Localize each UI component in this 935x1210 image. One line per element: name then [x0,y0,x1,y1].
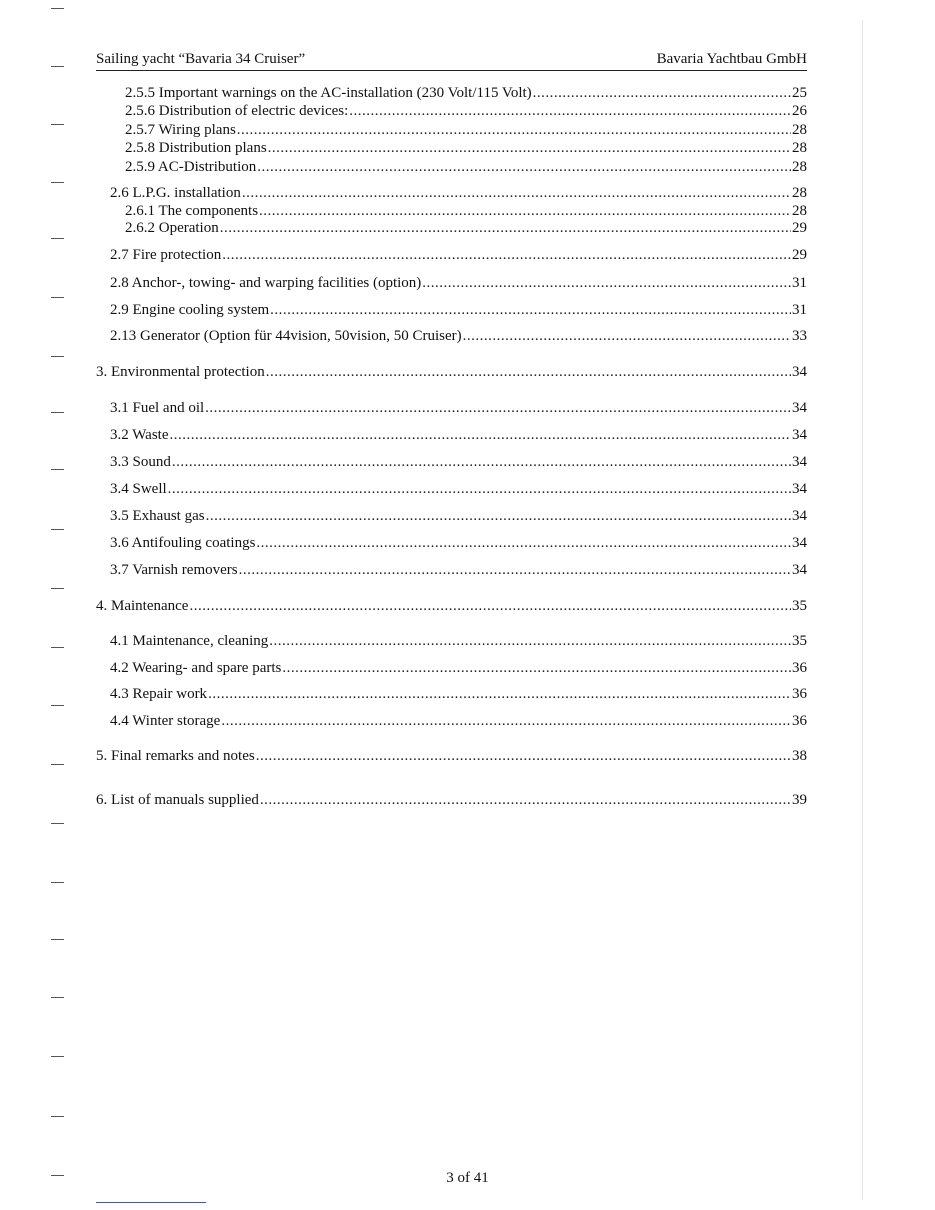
toc-entry-title: 4.4 Winter storage [110,713,221,729]
toc-entry-page: 25 [792,85,807,101]
toc-entry[interactable] [110,426,807,444]
toc-entry-page: 28 [792,159,807,175]
toc-entry[interactable] [96,597,807,615]
toc-entry-title: 3.2 Waste [110,427,169,443]
tick-mark [51,1116,64,1117]
toc-leader-dots [268,139,791,157]
toc-entry-title: 3.3 Sound [110,454,171,470]
toc-entry[interactable] [110,632,807,650]
tick-mark [51,1056,64,1057]
tick-mark [51,647,64,648]
toc-entry-title: 2.5.7 Wiring plans [125,122,236,138]
toc-entry-title: 4.2 Wearing- and spare parts [110,660,282,676]
toc-entry-title: 2.5.8 Distribution plans [125,140,267,156]
toc-entry-title: 2.6 L.P.G. installation [110,185,241,201]
toc-entry[interactable] [110,274,807,292]
toc-leader-dots [349,102,791,120]
toc-entry-page: 28 [792,140,807,156]
toc-entry-title: 3.7 Varnish removers [110,562,238,578]
toc-entry-page: 34 [792,400,807,416]
toc-leader-dots [266,363,791,381]
toc-leader-dots [282,659,791,677]
toc-entry-page: 34 [792,508,807,524]
toc-entry-page: 34 [792,562,807,578]
toc-entry-page: 34 [792,481,807,497]
tick-mark [51,238,64,239]
toc-entry[interactable] [125,84,807,102]
toc-entry[interactable] [96,791,807,809]
toc-leader-dots [221,712,791,730]
toc-entry-page: 36 [792,660,807,676]
toc-entry-title: 3. Environmental protection [96,364,265,380]
toc-leader-dots [189,597,791,615]
toc-entry-page: 34 [792,454,807,470]
toc-leader-dots [256,747,791,765]
toc-leader-dots [270,301,791,319]
toc-entry-title: 4.1 Maintenance, cleaning [110,633,269,649]
tick-mark [51,882,64,883]
toc-leader-dots [463,327,791,345]
toc-entry-page: 31 [792,302,807,318]
toc-entry-title: 2.5.6 Distribution of electric devices: [125,103,349,119]
toc-entry-page: 33 [792,328,807,344]
tick-mark [51,297,64,298]
tick-mark [51,588,64,589]
tick-mark [51,182,64,183]
toc-entry-title: 5. Final remarks and notes [96,748,255,764]
toc-entry-title: 2.6.1 The components [125,203,259,219]
toc-leader-dots [260,791,791,809]
toc-entry[interactable] [96,747,807,765]
toc-entry-title: 3.6 Antifouling coatings [110,535,256,551]
toc-entry-page: 35 [792,598,807,614]
toc-entry[interactable] [110,301,807,319]
toc-entry[interactable] [110,246,807,264]
toc-entry-title: 2.5.5 Important warnings on the AC-installation (230 Volt/115 Volt) [125,85,532,101]
toc-entry[interactable] [110,659,807,677]
toc-entry-page: 29 [792,247,807,263]
toc-entry[interactable] [125,121,807,139]
toc-leader-dots [259,202,791,220]
header-company-name: Bavaria Yachtbau GmbH [656,51,807,67]
tick-mark [51,823,64,824]
toc-entry[interactable] [110,184,807,202]
toc-entry-title: 2.6.2 Operation [125,220,219,236]
tick-mark [51,8,64,9]
tick-mark [51,469,64,470]
tick-mark [51,412,64,413]
toc-entry-title: 4. Maintenance [96,598,189,614]
toc-entry[interactable] [110,685,807,703]
toc-leader-dots [206,507,791,525]
toc-entry[interactable] [125,102,807,120]
tick-mark [51,124,64,125]
scan-edge-line [862,20,863,1200]
toc-entry-page: 36 [792,686,807,702]
toc-leader-dots [170,426,791,444]
toc-entry[interactable] [110,480,807,498]
toc-leader-dots [237,121,791,139]
footnote-separator [96,1202,206,1203]
toc-entry[interactable] [110,534,807,552]
tick-mark [51,356,64,357]
toc-leader-dots [422,274,791,292]
toc-entry[interactable] [110,453,807,471]
toc-entry-page: 28 [792,185,807,201]
toc-entry-page: 34 [792,364,807,380]
toc-leader-dots [269,632,791,650]
toc-entry[interactable] [125,202,807,220]
tick-mark [51,66,64,67]
toc-entry[interactable] [125,158,807,176]
toc-entry-page: 26 [792,103,807,119]
toc-entry-title: 3.5 Exhaust gas [110,508,205,524]
toc-entry-title: 2.8 Anchor-, towing- and warping facilities (option) [110,275,422,291]
toc-leader-dots [220,219,791,237]
toc-entry[interactable] [110,507,807,525]
toc-entry-title: 3.4 Swell [110,481,167,497]
toc-leader-dots [257,158,791,176]
toc-entry-page: 28 [792,122,807,138]
toc-entry-page: 28 [792,203,807,219]
toc-leader-dots [222,246,791,264]
header-document-title: Sailing yacht “Bavaria 34 Cruiser” [96,51,306,67]
toc-entry-title: 2.7 Fire protection [110,247,222,263]
toc-leader-dots [172,453,791,471]
toc-entry-page: 34 [792,427,807,443]
toc-entry-page: 35 [792,633,807,649]
toc-entry-title: 3.1 Fuel and oil [110,400,205,416]
tick-mark [51,705,64,706]
toc-entry-title: 2.9 Engine cooling system [110,302,270,318]
toc-entry[interactable] [110,712,807,730]
toc-entry[interactable] [96,363,807,381]
toc-entry-title: 2.5.9 AC-Distribution [125,159,257,175]
toc-leader-dots [242,184,791,202]
toc-leader-dots [208,685,791,703]
toc-leader-dots [256,534,791,552]
page-number: 3 of 41 [446,1170,489,1186]
toc-entry-page: 36 [792,713,807,729]
toc-entry-page: 38 [792,748,807,764]
toc-leader-dots [205,399,791,417]
toc-entry[interactable] [110,561,807,579]
toc-entry[interactable] [110,327,807,345]
tick-mark [51,997,64,998]
toc-entry-page: 39 [792,792,807,808]
tick-mark [51,939,64,940]
tick-mark [51,529,64,530]
toc-entry-page: 29 [792,220,807,236]
toc-entry-title: 2.13 Generator (Option für 44vision, 50vision, 50 Cruiser) [110,328,462,344]
toc-leader-dots [533,84,791,102]
toc-entry-title: 4.3 Repair work [110,686,208,702]
toc-entry-title: 6. List of manuals supplied [96,792,259,808]
toc-entry[interactable] [125,139,807,157]
toc-leader-dots [239,561,791,579]
toc-entry-page: 31 [792,275,807,291]
toc-leader-dots [168,480,791,498]
tick-mark [51,764,64,765]
toc-entry[interactable] [125,219,807,237]
toc-entry[interactable] [110,399,807,417]
page-header [96,50,807,71]
toc-entry-page: 34 [792,535,807,551]
